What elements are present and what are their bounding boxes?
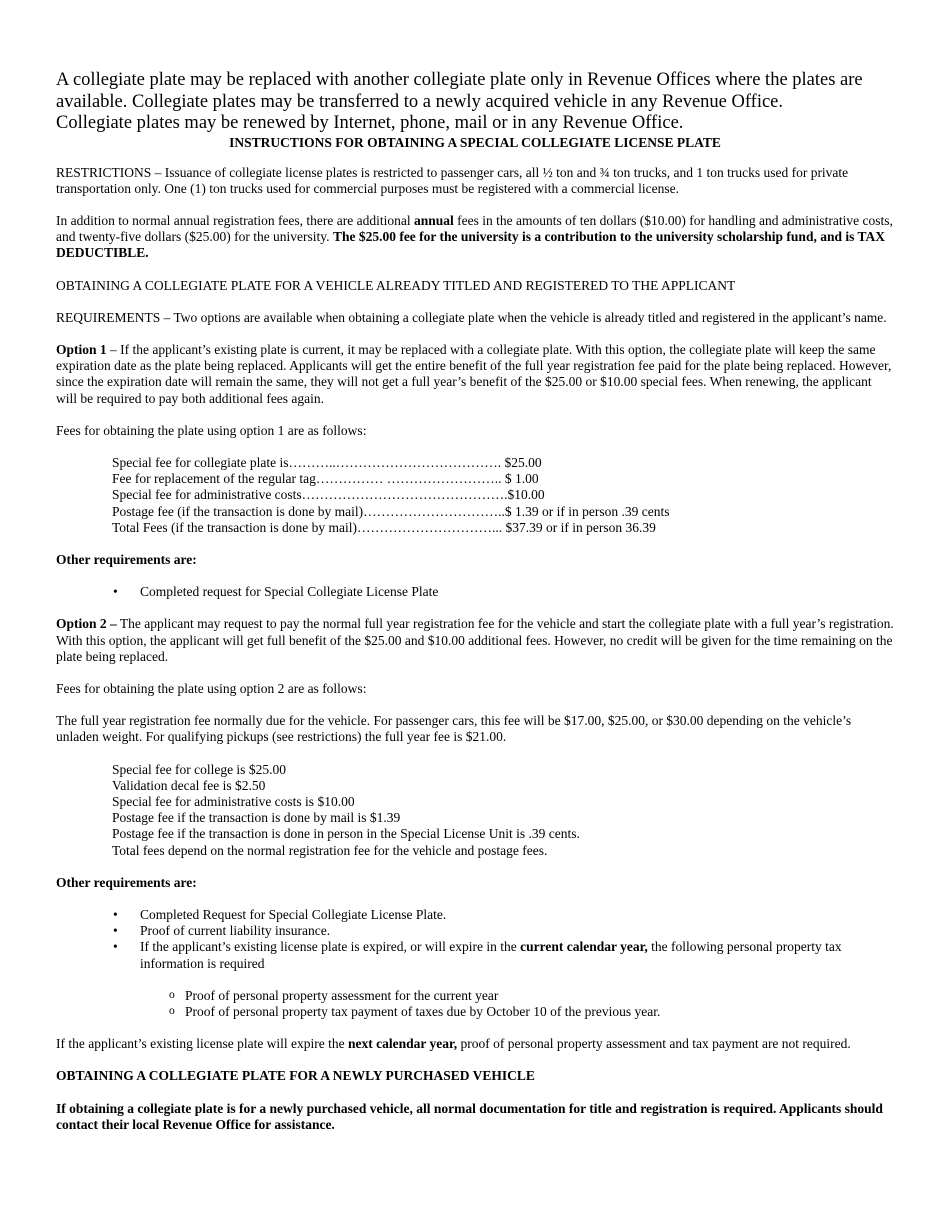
fee-line: Postage fee if the transaction is done in person in the Special License Unit is .39 cents. [112, 826, 580, 842]
option-2-other-requirements-heading: Other requirements are: [56, 874, 197, 890]
page-title: INSTRUCTIONS FOR OBTAINING A SPECIAL COLLEGIATE LICENSE PLATE [229, 134, 721, 150]
list-item: • If the applicant’s existing license plate is expired, or will expire in the current calendar year, the following personal property tax information is required [56, 939, 894, 971]
intro-text [56, 70, 894, 135]
section-heading-titled-vehicle: OBTAINING A COLLEGIATE PLATE FOR A VEHICLE ALREADY TITLED AND REGISTERED TO THE APPLICANT [56, 277, 736, 293]
option-2-requirements-list [56, 907, 894, 972]
fee-line: Postage fee (if the transaction is done by mail)…………………………..$ 1.39 or if in person .39 cents [112, 503, 670, 519]
fee-line: Validation decal fee is $2.50 [112, 777, 266, 793]
fee-line: Special fee for college is $25.00 [112, 761, 286, 777]
list-item: • Completed request for Special Collegiate License Plate [56, 584, 894, 600]
option-2-label: Option 2 – [56, 616, 117, 632]
option-1-fees-intro: Fees for obtaining the plate using option 1 are as follows: [56, 422, 367, 438]
restrictions-paragraph: RESTRICTIONS – Issuance of collegiate license plates is restricted to passenger cars, all ½ ton and ¾ ton trucks, and 1 ton trucks used for private transportation only. One (1) ton trucks used for commercial purposes must be registered with a commercial license. [56, 164, 849, 196]
tax-proof-sublist [56, 988, 894, 1020]
fee-line: Total fees depend on the normal registration fee for the vehicle and postage fees. [112, 842, 548, 858]
new-vehicle-paragraph: If obtaining a collegiate plate is for a newly purchased vehicle, all normal documentation for title and registration is required. Applicants should contact their local Revenue Office for assistance. [56, 1100, 883, 1132]
option-2-paragraph: Option 2 – The applicant may request to pay the normal full year registration fee for the vehicle and start the collegiate plate with a full year’s registration. With this option, the applicant will get full benefit of the $25.00 and $10.00 additional fees. However, no credit will be given for the time remaining on the plate being replaced. [56, 616, 894, 664]
fee-line: Special fee for administrative costs……………………………………….$10.00 [112, 487, 545, 503]
option-1-other-requirements-heading: Other requirements are: [56, 551, 197, 567]
sub-list-item: o Proof of personal property tax payment of taxes due by October 10 of the previous year. [56, 1004, 894, 1020]
fee-line: Total Fees (if the transaction is done by mail)…………………………... $37.39 or if in person 36.39 [112, 519, 656, 535]
full-year-fee-paragraph: The full year registration fee normally due for the vehicle. For passenger cars, this fee will be $17.00, $25.00, or $30.00 depending on the vehicle’s unladen weight. For qualifying pickups (see restrictions) the full year fee is $21.00. [56, 713, 852, 745]
fee-line: Special fee for administrative costs is $10.00 [112, 793, 355, 809]
option-2-fees-intro: Fees for obtaining the plate using option 2 are as follows: [56, 680, 367, 696]
option-1-label: Option 1 [56, 341, 107, 357]
fee-line: Postage fee if the transaction is done by mail is $1.39 [112, 810, 401, 826]
intro-line-2: Collegiate plates may be renewed by Internet, phone, mail or in any Revenue Office. [56, 113, 684, 133]
next-year-paragraph: If the applicant’s existing license plate will expire the next calendar year, proof of personal property assessment and tax payment are not required. [56, 1036, 851, 1052]
list-item: • Proof of current liability insurance. [56, 923, 894, 939]
option-1-requirements-list [56, 584, 894, 600]
intro-line-1: A collegiate plate may be replaced with another collegiate plate only in Revenue Offices where the plates are available. Collegiate plates may be transferred to a newly acquired vehicle in any Revenue Office. [56, 70, 863, 112]
option-1-fee-list [112, 455, 894, 536]
option-1-paragraph: Option 1 – If the applicant’s existing plate is current, it may be replaced with a collegiate plate. With this option, the collegiate plate will keep the same expiration date as the plate being replaced. Applicants will get the entire benefit of the full year registration fee paid for the plate being replaced. However, since the expiration date will remain the same, they will not get a full year’s benefit of the $25.00 or $10.00 special fees. When renewing, the applicant will be required to pay both additional fees again. [56, 341, 892, 406]
option-2-fee-list [112, 762, 894, 859]
requirements-paragraph: REQUIREMENTS – Two options are available when obtaining a collegiate plate when the vehicle is already titled and registered in the applicant’s name. [56, 309, 887, 325]
fee-line: Fee for replacement of the regular tag…………… …………………….. $ 1.00 [112, 471, 539, 487]
section-heading-new-vehicle: OBTAINING A COLLEGIATE PLATE FOR A NEWLY PURCHASED VEHICLE [56, 1068, 535, 1084]
list-item: • Completed Request for Special Collegiate License Plate. [56, 907, 894, 923]
annual-fees-paragraph: In addition to normal annual registration fees, there are additional annual fees in the amounts of ten dollars ($10.00) for handling and administrative costs, and twenty-five dollars ($25.00) for the university. The $25.00 fee for the university is a contribution to the university scholarship fund, and is TAX DEDUCTIBLE. [56, 212, 893, 261]
sub-list-item: o Proof of personal property assessment for the current year [56, 988, 894, 1004]
document-page [56, 70, 894, 1149]
fee-line: Special fee for collegiate plate is………..………………………………. $25.00 [112, 454, 542, 470]
